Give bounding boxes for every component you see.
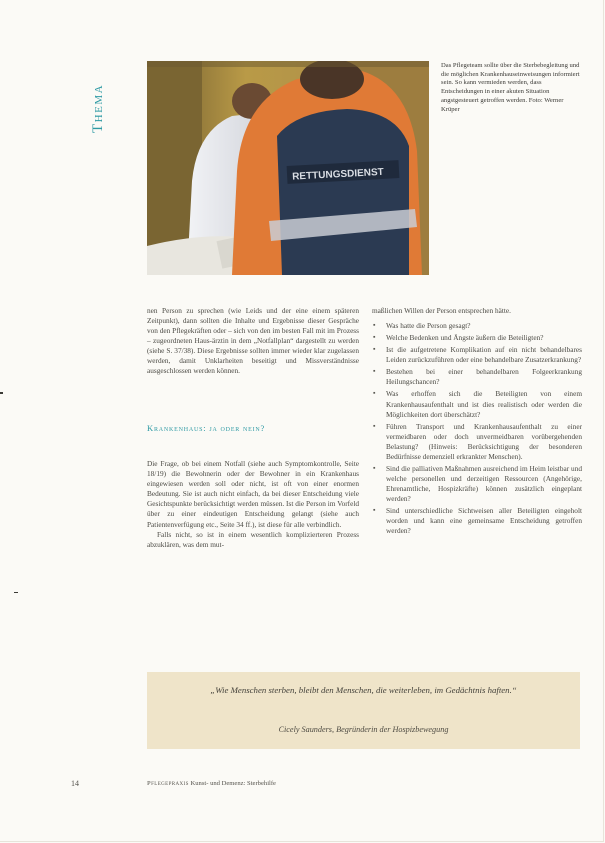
body-paragraph-1: Die Frage, ob bei einem Notfall (siehe auch Symptomkontrolle, Seite 18/19) die Bewohnerin oder der Bewohner in ein Krankenhaus eingewiesen werden soll oder nicht, ist oft von einer enormen Bedeutung. Sie ist auch nicht einfach, da bei dieser Entscheidung viele Gesichtspunkte berücksichtigt werden müssen. Ist die Person im Vorfeld über zu einer eindeutigen Entscheidung gelangt (siehe auch Patientenverfügung etc., Seite 34 ff.), ist diese für alle verbindlich. — [147, 459, 359, 529]
list-item: ▪ Bestehen bei einer behandelbaren Folgeerkrankung Heilungschancen? — [372, 367, 582, 387]
quote-box — [147, 672, 580, 749]
scan-mark — [0, 392, 3, 394]
right-intro-paragraph: maßlichen Willen der Person entsprechen hätte. — [372, 306, 511, 315]
quote-author: Cicely Saunders, Begründerin der Hospizbewegung — [278, 725, 449, 734]
quote-text: „Wie Menschen sterben, bleibt den Menschen, die weiterleben, im Gedächtnis haften.“ — [210, 685, 517, 695]
scan-mark — [14, 592, 18, 593]
section-label-text: Thema — [90, 83, 106, 133]
footer-title: Kunst- und Demenz: Sterbehilfe — [190, 780, 276, 787]
footer-magazine: Pflegepraxis — [147, 780, 189, 787]
jacket-text: RETTUNGSDIENST — [291, 166, 385, 183]
list-item: ▪ Führen Transport und Krankenhausaufenthalt zu einer vermeidbaren oder doch unvermeidbaren vorübergehenden Belastung? (Hinweis: Berücksichtigung der besonderen Bedürfnisse demenziell erkrankter Menschen). — [372, 422, 582, 462]
footer — [147, 780, 276, 787]
photo-image — [147, 61, 429, 275]
question-list — [372, 321, 582, 536]
photo-caption: Das Pflegeteam sollte über die Sterbebegleitung und die möglichen Krankenhauseinweisungen informiert sein. So kann vermieden werden, dass Entscheidungen in einer akuten Situation angstgesteuert getroffen werden. Foto: Werner Krüper — [441, 62, 580, 113]
section-label — [70, 58, 106, 138]
page-number: 14 — [71, 779, 79, 788]
left-intro-paragraph: nen Person zu sprechen (wie Leids und der eine einem späteren Zeitpunkt), dann sollten die Inhalte und Ergebnisse dieser Gespräche von den Pflegekräften oder – sich von den im besten Fall mit im Prozess – zugeordneten Haus-ärztin in dem „Notfallplan“ dargestellt zu werden (siehe S. 37/38). Diese Ergebnisse sollten immer wieder klar zugelassen werden, damit Unklarheiten beseitigt und Missverständnisse ausgeschlossen werden können. — [147, 306, 359, 376]
list-item: ▪ Was hatte die Person gesagt? — [372, 321, 582, 331]
right-column — [372, 306, 582, 538]
list-item: ▪ Sind die palliativen Maßnahmen ausreichend im Heim leistbar und welche personellen und derzeitigen Ressourcen (Angehörige, Ehrenamtliche, Hospizkräfte) können zusätzlich eingeplant werden? — [372, 464, 582, 504]
list-item: ▪ Ist die aufgetretene Komplikation auf ein nicht behandelbares Leiden zurückzuführen oder eine behandelbare Zusatzerkrankung? — [372, 345, 582, 365]
photo — [147, 61, 429, 275]
body-paragraph-2: Falls nicht, so ist in einem wesentlich komplizierteren Prozess abzuklären, was dem mut- — [147, 529, 359, 549]
list-item: ▪ Sind unterschiedliche Sichtweisen aller Beteiligten eingeholt worden und kann eine gemeinsame Entscheidung getroffen werden? — [372, 506, 582, 536]
list-item: ▪ Was erhoffen sich die Beteiligten von einem Krankenhausaufenthalt und ist dies realistisch oder werden die Möglichkeiten dort überschätzt? — [372, 389, 582, 419]
section-heading: Krankenhaus: ja oder nein? — [147, 423, 266, 434]
list-item: ▪ Welche Bedenken und Ängste äußern die Beteiligten? — [372, 333, 582, 343]
left-column — [147, 306, 359, 550]
